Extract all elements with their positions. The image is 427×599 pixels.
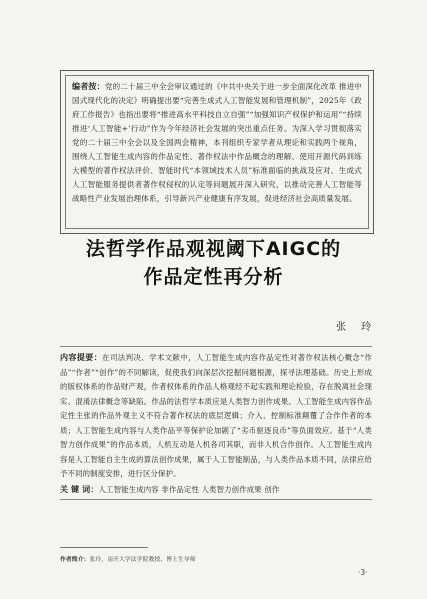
editor-note-text: 党的二十届三中全会审议通过的《中共中央关于进一步全面深化改革 推进中国式现代化的决定》明确提出要“完善生成式人工智能发展和管理机制”，2025年《政府工作报告》也指出要将“推进高水平科技自立自强”“加强知识产权保护和运用”“持续推进‘人工智能+’行动”作为今年经济社会发展的突出重点任务。为深入学习贯彻落实党的二十届三中全会以及全国两会精神，本刊组织专家学者从理论和实践两个视角，围绕人工智能生成内容的作品定性、著作权法中作品概念的理解、使用开源代码训练大模型的著作权法评价、智能时代“本领域技术人员”标准面临的挑战及应对、生成式人工智能服务提供者著作权侵权的认定等问题展开深入研究，以推动完善人工智能等战略性产业发展治理体系，引导新兴产业健康有序发展，促进经济社会高质量发展。 xyxy=(72,82,362,203)
author-name: 张 玲 xyxy=(336,322,378,333)
author-footnote xyxy=(60,554,196,563)
abstract-paragraph xyxy=(60,351,372,482)
keywords-line xyxy=(60,483,372,498)
editor-note-label: 编者按： xyxy=(72,82,105,91)
footnote-label: 作者简介： xyxy=(60,557,90,563)
article-title-line-1: 法哲学作品观视阈下AIGC的 xyxy=(85,238,342,260)
editor-note-box xyxy=(60,70,374,234)
editor-note-inner xyxy=(65,75,369,229)
page-number: ·3· xyxy=(358,568,368,577)
abstract-text: 在司法判决、学术文献中，人工智能生成内容作品定性对著作权法核心概念“作品”“作者”“创作”的不同解读，促使我们向深层次挖掘问题根源，探寻法理基础。历史上形成的版权体系的作品财产观，作者权体系的作品人格观经不起实践和理论检验，存在脱离社会现实、混淆法律概念等缺陷。作品的法哲学本质应是人类智力创作成果。人工智能生成内容作品定性主张的作品外观主义不符合著作权法的底层逻辑；介入、控制标准颠覆了合作作者的本质；人工智能生成内容与人类作品平等保护论加剧了“劣币驱逐良币”等负面效应。基于“人类智力创作成果”的作品本质，人机互动是人机各司其职，而非人机合作创作。人工智能生成内容是人工智能自主生成的算法创作成果，属于人工智能制品，与人类作品本质不同，法律应给予不同的制度安排，进行区分保护。 xyxy=(60,353,372,478)
footnote-divider xyxy=(60,547,148,548)
editor-note xyxy=(72,80,362,206)
abstract-section xyxy=(60,346,372,500)
footnote-text: 张玲，南开大学法学院教授、博士生导师 xyxy=(89,557,196,563)
keywords-text: 人工智能生成内容 非作品定性 人类智力创作成果 创作 xyxy=(98,484,280,494)
article-title-line-2: 作品定性再分析 xyxy=(143,266,284,288)
keywords-label: 关 键 词： xyxy=(60,484,99,494)
abstract-label: 内容提要： xyxy=(60,353,103,362)
